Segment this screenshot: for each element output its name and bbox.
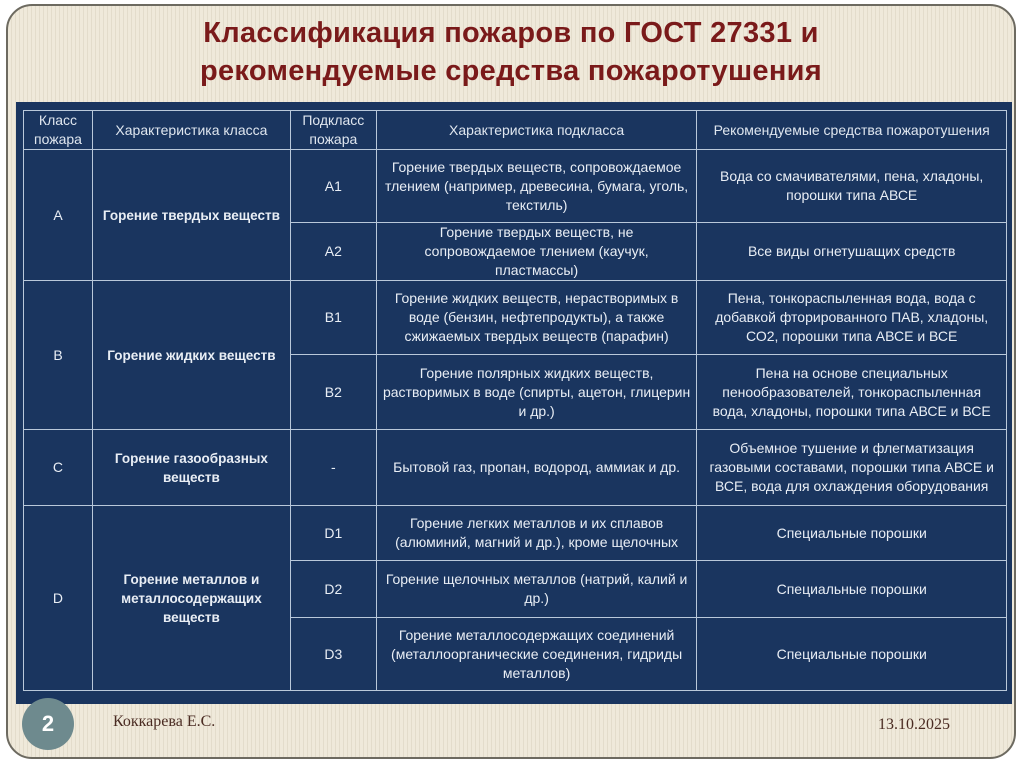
header-class-desc: Характеристика класса xyxy=(92,111,290,150)
date: 13.10.2025 xyxy=(878,716,950,733)
subclass-cell: - xyxy=(290,430,376,506)
table-panel xyxy=(16,102,1012,704)
subclass-desc-cell: Горение полярных жидких веществ, растворимых в воде (спирты, ацетон, глицерин и др.) xyxy=(376,355,697,430)
means-cell: Вода со смачивателями, пена, хладоны, порошки типа АВСЕ xyxy=(697,150,1007,223)
header-subclass: Подкласс пожара xyxy=(290,111,376,150)
subclass-cell: D3 xyxy=(290,618,376,691)
class-desc-cell: Горение твердых веществ xyxy=(92,150,290,281)
subclass-desc-cell: Горение щелочных металлов (натрий, калий и др.) xyxy=(376,561,697,618)
table-row xyxy=(24,506,1007,561)
means-cell: Специальные порошки xyxy=(697,506,1007,561)
means-cell: Специальные порошки xyxy=(697,561,1007,618)
class-cell: B xyxy=(24,281,93,430)
class-cell: C xyxy=(24,430,93,506)
slide-title xyxy=(8,14,1014,90)
class-desc-cell: Горение газообразных веществ xyxy=(92,430,290,506)
subclass-cell: D2 xyxy=(290,561,376,618)
means-cell: Все виды огнетушащих средств xyxy=(697,223,1007,281)
class-desc-cell: Горение жидких веществ xyxy=(92,281,290,430)
class-cell: D xyxy=(24,506,93,691)
means-cell: Пена на основе специальных пенообразователей, тонкораспыленная вода, хладоны, порошки типа АВСЕ и ВСЕ xyxy=(697,355,1007,430)
class-desc-cell: Горение металлов и металлосодержащих веществ xyxy=(92,506,290,691)
subclass-desc-cell: Горение жидких веществ, нерастворимых в воде (бензин, нефтепродукты), а также сжижаемых твердых веществ (парафин) xyxy=(376,281,697,355)
table-row xyxy=(24,150,1007,223)
slide xyxy=(6,4,1016,759)
means-cell: Пена, тонкораспыленная вода, вода с добавкой фторированного ПАВ, хладоны, СО2, порошки типа АВСЕ и ВСЕ xyxy=(697,281,1007,355)
subclass-cell: B1 xyxy=(290,281,376,355)
subclass-desc-cell: Горение металлосодержащих соединений (металлоорганические соединения, гидриды металлов) xyxy=(376,618,697,691)
fire-classification-table xyxy=(23,110,1007,691)
header-class: Класс пожара xyxy=(24,111,93,150)
subclass-desc-cell: Горение твердых веществ, сопровождаемое тлением (например, древесина, бумага, уголь, текстиль) xyxy=(376,150,697,223)
title-line-2: рекомендуемые средства пожаротушения xyxy=(199,55,823,87)
table-row xyxy=(24,430,1007,506)
title-line-1: Классификация пожаров по ГОСТ 27331 и xyxy=(203,17,819,49)
subclass-desc-cell: Горение твердых веществ, не сопровождаемое тлением (каучук, пластмассы) xyxy=(376,223,697,281)
table-row xyxy=(24,281,1007,355)
table-header-row xyxy=(24,111,1007,150)
means-cell: Специальные порошки xyxy=(697,618,1007,691)
subclass-desc-cell: Бытовой газ, пропан, водород, аммиак и др. xyxy=(376,430,697,506)
subclass-cell: A2 xyxy=(290,223,376,281)
subclass-cell: A1 xyxy=(290,150,376,223)
slide-number-badge: 2 xyxy=(22,698,74,750)
subclass-desc-cell: Горение легких металлов и их сплавов (алюминий, магний и др.), кроме щелочных xyxy=(376,506,697,561)
class-cell: A xyxy=(24,150,93,281)
subclass-cell: D1 xyxy=(290,506,376,561)
author: Коккарева Е.С. xyxy=(113,713,216,730)
subclass-cell: B2 xyxy=(290,355,376,430)
header-means: Рекомендуемые средства пожаротушения xyxy=(697,111,1007,150)
header-subclass-desc: Характеристика подкласса xyxy=(376,111,697,150)
means-cell: Объемное тушение и флегматизация газовыми составами, порошки типа АВСЕ и ВСЕ, вода для охлаждения оборудования xyxy=(697,430,1007,506)
